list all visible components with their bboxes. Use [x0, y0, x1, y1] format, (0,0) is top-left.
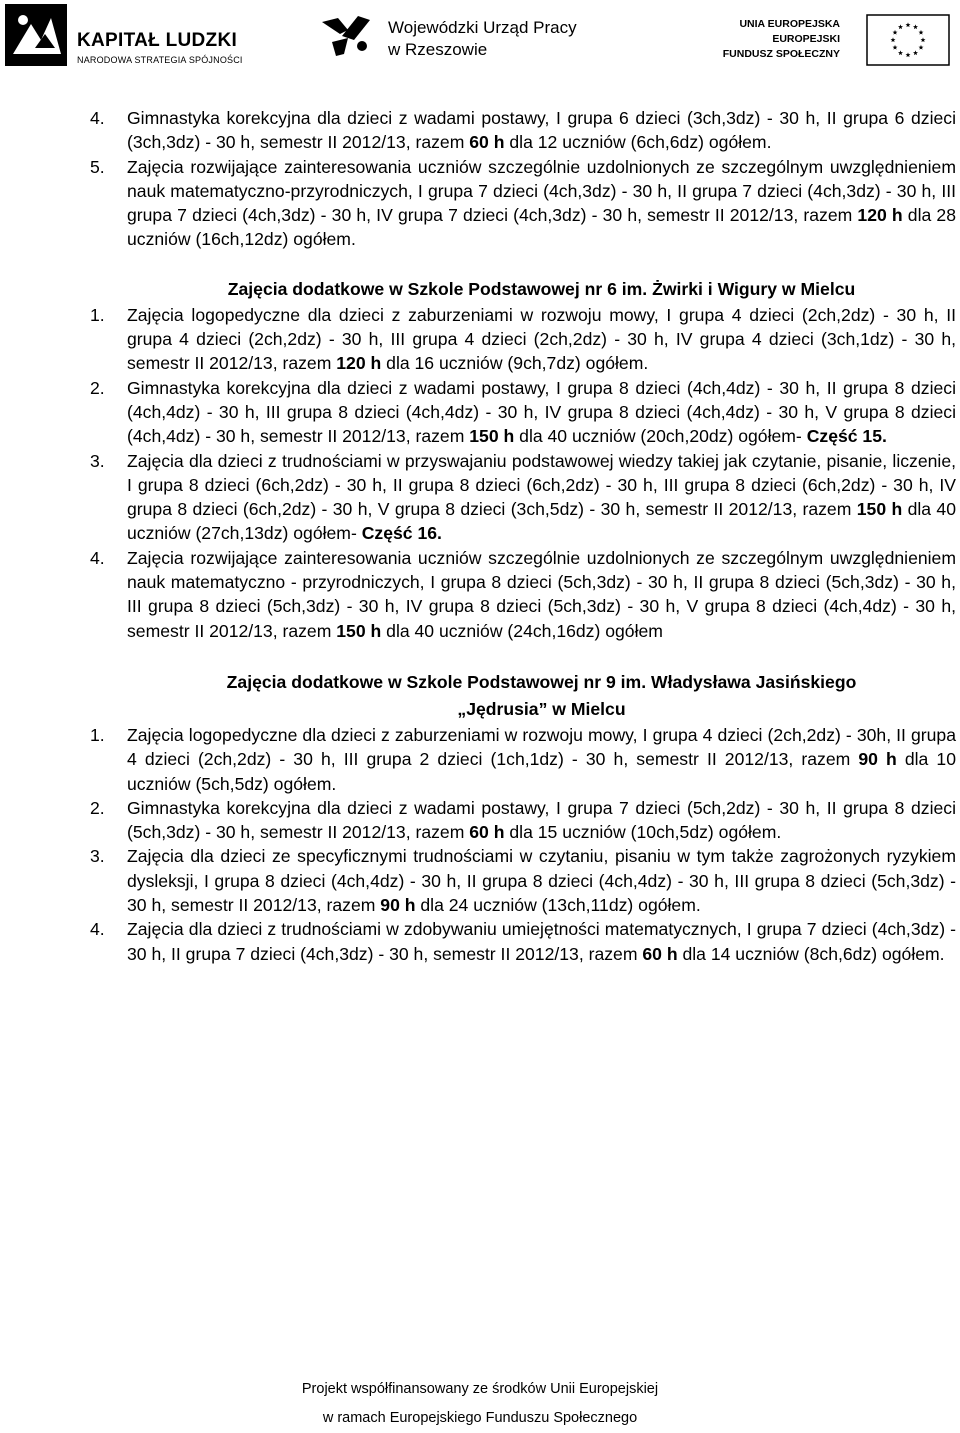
list-item	[90, 449, 956, 546]
section1-list	[90, 303, 956, 643]
document-body	[90, 106, 956, 966]
item-number: 1.	[90, 304, 105, 325]
item-number: 3.	[90, 450, 105, 471]
list-item	[90, 376, 956, 449]
eu-logo	[668, 14, 958, 64]
item-text: Zajęcia rozwijające zainteresowania uczniów szczególnie uzdolnionych ze szczególnym uwzględnieniem nauk matematyczno-przyrodniczych, I grupa 7 dzieci (4ch,3dz) - 30 h, II grupa 7 dzieci (4ch,3dz) - 30 h, III grupa 7 dzieci (4ch,3dz) - 30 h, IV grupa 7 dzieci (4ch,3dz) - 30 h, semestr II 2012/13, razem	[127, 156, 956, 226]
item-hours: 60 h	[469, 822, 505, 843]
list-item	[90, 723, 956, 796]
section2-list	[90, 723, 956, 966]
item-number: 4.	[90, 919, 105, 940]
item-number: 1.	[90, 724, 105, 745]
item-text-end: dla 40 uczniów (27ch,13dz) ogółem-	[127, 499, 956, 544]
item-text-end: dla 16 uczniów (9ch,7dz) ogółem.	[381, 353, 649, 374]
item-part-label: Część 16.	[361, 523, 442, 544]
item-text-end: dla 40 uczniów (24ch,16dz) ogółem	[381, 620, 663, 641]
section2-title-line1: Zajęcia dodatkowe w Szkole Podstawowej nr 9 im. Władysława Jasińskiego	[226, 671, 857, 692]
item-hours: 150 h	[469, 426, 515, 447]
list-item	[90, 546, 956, 643]
list-item	[90, 303, 956, 376]
list-item	[90, 796, 956, 845]
item-text-end: dla 40 uczniów (20ch,20dz) ogółem-	[514, 426, 807, 447]
item-hours: 60 h	[469, 132, 505, 153]
item-number: 4.	[90, 108, 105, 128]
list-item	[90, 917, 956, 966]
wup-logo	[318, 12, 618, 62]
wup-line2: w Rzeszowie	[388, 40, 488, 59]
wup-line1: Wojewódzki Urząd Pracy	[388, 18, 577, 37]
item-hours: 90 h	[858, 749, 897, 770]
kapital-ludzki-emblem-icon	[5, 4, 67, 66]
item-number: 2.	[90, 797, 105, 818]
item-hours: 150 h	[336, 620, 382, 641]
list-item	[90, 844, 956, 917]
item-text-end: dla 10 uczniów (5ch,5dz) ogółem.	[127, 749, 956, 794]
item-part-label: Część 15.	[806, 426, 887, 447]
item-hours: 120 h	[857, 205, 903, 226]
item-text-end: dla 28 uczniów (16ch,12dz) ogółem.	[127, 205, 956, 250]
item-text: Gimnastyka korekcyjna dla dzieci z wadami postawy, I grupa 8 dzieci (4ch,4dz) - 30 h, II grupa 8 dzieci (4ch,4dz) - 30 h, III grupa 8 dzieci (4ch,4dz) - 30 h, IV grupa 8 dzieci (4ch,4dz) - 30 h, V grupa 8 dzieci (4ch,4dz) - 30 h, semestr II 2012/13, razem	[127, 377, 956, 447]
eu-line1: UNIA EUROPEJSKA	[739, 18, 840, 30]
intro-list	[90, 106, 956, 252]
item-text: Zajęcia logopedyczne dla dzieci z zaburzeniami w rozwoju mowy, I grupa 4 dzieci (2ch,2dz) - 30h, II grupa 4 dzieci (2ch,2dz) - 30 h, III grupa 2 dzieci (1ch,1dz) - 30 h, semestr II 2012/13, razem	[127, 724, 956, 770]
item-text: Zajęcia dla dzieci z trudnościami w przyswajaniu podstawowej wiedzy takiej jak czytanie, pisanie, liczenie, I grupa 8 dzieci (6ch,2dz) - 30 h, II grupa 8 dzieci (6ch,2dz) - 30 h, III grupa 8 dzieci (6ch,2dz) - 30 h, IV grupa 8 dzieci (6ch,2dz) - 30 h, V grupa 8 dzieci (3ch,5dz) - 30 h, semestr II 2012/13, razem	[127, 450, 956, 520]
item-hours: 60 h	[642, 943, 678, 964]
item-number: 4.	[90, 547, 105, 568]
eu-line3: FUNDUSZ SPOŁECZNY	[722, 48, 840, 60]
item-hours: 90 h	[380, 895, 416, 916]
list-item	[90, 155, 956, 252]
page-header	[0, 0, 960, 75]
item-text-end: dla 24 uczniów (13ch,11dz) ogółem.	[415, 895, 701, 916]
footer-line2: w ramach Europejskiego Funduszu Społecznego	[322, 1410, 638, 1426]
item-hours: 150 h	[856, 499, 903, 520]
eu-line2: EUROPEJSKI	[772, 33, 840, 45]
item-number: 2.	[90, 377, 105, 398]
item-text: Zajęcia dla dzieci ze specyficznymi trudnościami w czytaniu, pisaniu w tym także zagrożonych ryzykiem dysleksji, I grupa 8 dzieci (4ch,4dz) - 30 h, II grupa 8 dzieci (4ch,4dz) - 30 h, III grupa 8 dzieci (5ch,3dz) - 30 h, semestr II 2012/13, razem	[127, 846, 956, 916]
eu-flag-icon	[866, 14, 950, 66]
footer-line1: Projekt współfinansowany ze środków Unii Europejskiej	[301, 1381, 659, 1397]
item-text-end: dla 14 uczniów (8ch,6dz) ogółem.	[677, 943, 945, 964]
list-item	[90, 106, 956, 155]
item-text: Zajęcia logopedyczne dla dzieci z zaburzeniami w rozwoju mowy, I grupa 4 dzieci (2ch,2dz) - 30 h, II grupa 4 dzieci (2ch,2dz) - 30 h, III grupa 4 dzieci (2ch,2dz) - 30 h, IV grupa 4 dzieci (3ch,1dz) - 30 h, semestr II 2012/13, razem	[127, 304, 956, 374]
kapital-ludzki-subtitle: NARODOWA STRATEGIA SPÓJNOŚCI	[77, 55, 243, 65]
item-text: Zajęcia dla dzieci z trudnościami w zdobywaniu umiejętności matematycznych, I grupa 7 dzieci (4ch,3dz) - 30 h, II grupa 7 dzieci (4ch,3dz) - 30 h, semestr II 2012/13, razem	[127, 919, 956, 964]
item-text: Gimnastyka korekcyjna dla dzieci z wadami postawy, I grupa 6 dzieci (3ch,3dz) - 30 h, II grupa 6 dzieci (3ch,3dz) - 30 h, semestr II 2012/13, razem	[127, 108, 956, 153]
section1-title: Zajęcia dodatkowe w Szkole Podstawowej nr 6 im. Żwirki i Wigury w Mielcu	[227, 278, 856, 299]
kapital-ludzki-title: KAPITAŁ LUDZKI	[77, 30, 238, 51]
item-hours: 120 h	[336, 353, 382, 374]
section2-title	[127, 669, 956, 723]
item-text: Zajęcia rozwijające zainteresowania uczniów szczególnie uzdolnionych ze szczególnym uwzględnieniem nauk matematyczno - przyrodniczych, I grupa 8 dzieci (5ch,3dz) - 30 h, II grupa 8 dzieci (5ch,3dz) - 30 h, III grupa 8 dzieci (5ch,3dz) - 30 h, IV grupa 8 dzieci (5ch,3dz) - 30 h, V grupa 8 dzieci (4ch,4dz) - 30 h, semestr II 2012/13, razem	[127, 547, 956, 641]
kapital-ludzki-logo	[5, 4, 265, 68]
item-number: 5.	[90, 156, 105, 177]
item-number: 3.	[90, 846, 105, 867]
wup-emblem-icon	[318, 12, 374, 58]
item-text-end: dla 15 uczniów (10ch,5dz) ogółem.	[504, 822, 782, 843]
section2-title-line2: „Jędrusia” w Mielcu	[457, 698, 626, 719]
item-text-end: dla 12 uczniów (6ch,6dz) ogółem.	[504, 132, 772, 153]
item-text: Gimnastyka korekcyjna dla dzieci z wadami postawy, I grupa 7 dzieci (5ch,2dz) - 30 h, II grupa 8 dzieci (5ch,3dz) - 30 h, semestr II 2012/13, razem	[127, 797, 956, 843]
page-footer	[0, 1375, 960, 1433]
